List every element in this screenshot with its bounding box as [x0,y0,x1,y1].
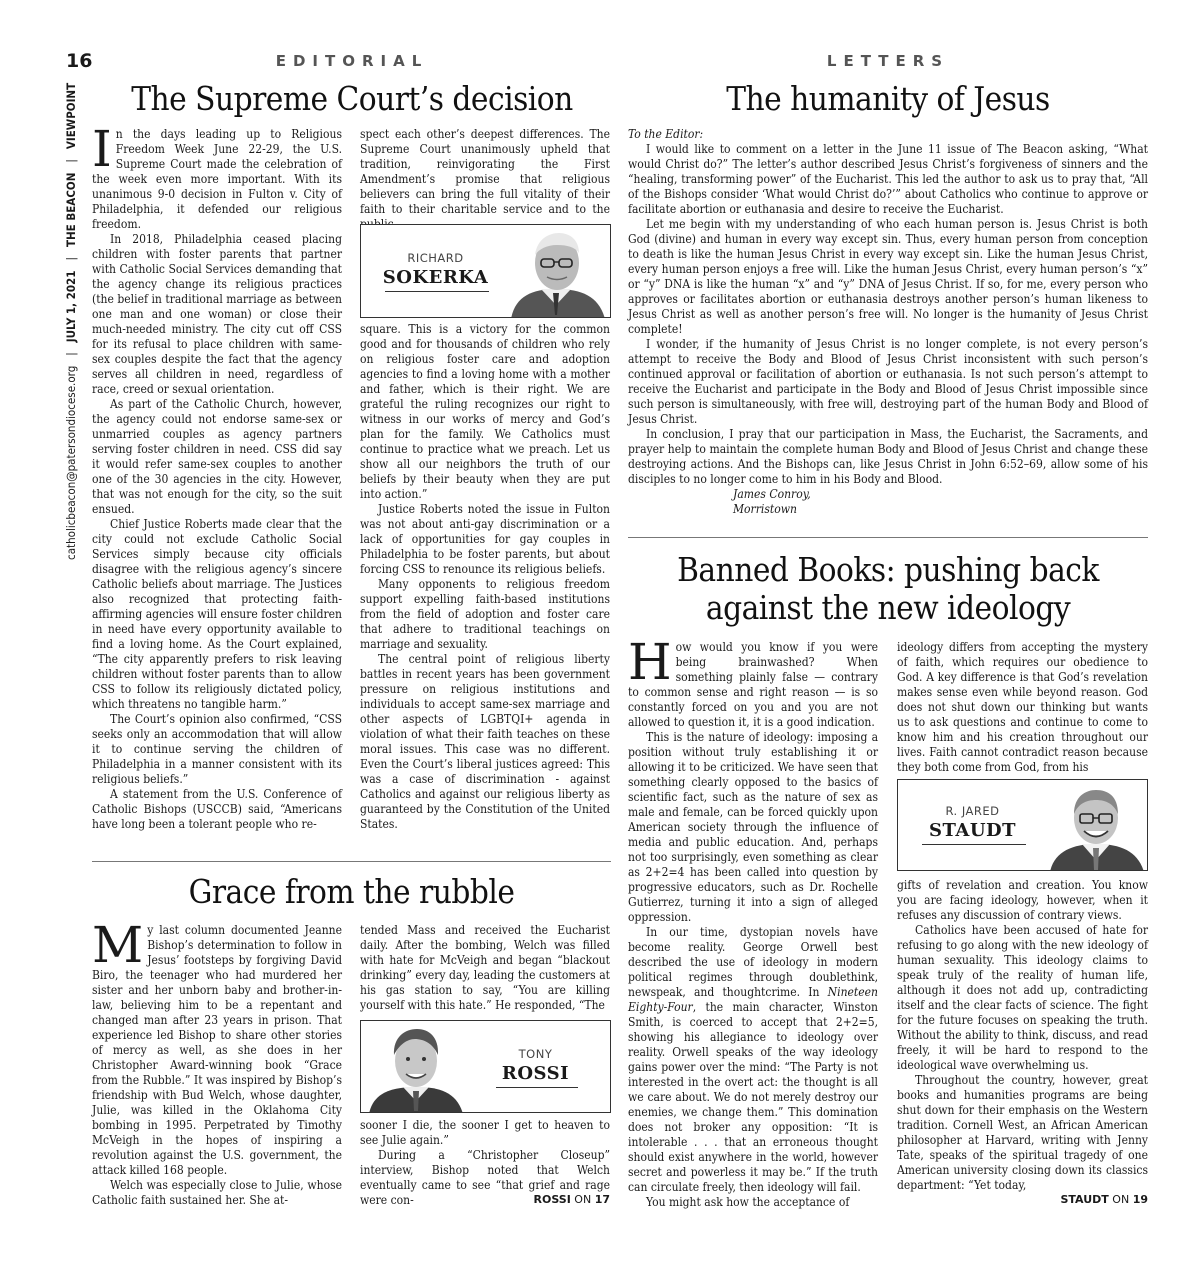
staudt-para: Throughout the country, however, great books and humanities programs are being shut down for their emphasis on the Western tradition. Cornell West, an African American philosopher at Harvard, writing with Jenny Tate, speaks of the spiritual tragedy of one American university closing down its classics department: “Yet today, [897,1073,1148,1192]
editorial-para: Justice Roberts noted the issue in Fulton was not about anti-gay discrimination or a lack of opportunities for gay couples in Philadelphia to be foster parents, but about forcing CSS to renounce its religious beliefs. [360,502,610,576]
rossi-para: During a “Christopher Closeup” interview, Bishop noted that Welch eventually came to see “that grief and rage were con- [360,1148,610,1207]
jump-page: 17 [594,1193,610,1206]
editorial-para: The Court’s opinion also confirmed, “CSS seeks only an accommodation that will allow it to continue serving the children of Philadelphia in a manner consistent with its religious beliefs.” [92,712,342,786]
page-number: 16 [66,50,93,72]
rossi-column-1 [92,916,342,1208]
letters-divider [628,537,1148,538]
folio-date: JULY 1, 2021 [64,270,78,343]
letters-column [628,127,1148,517]
editorial-headline: The Supreme Court’s decision [131,79,573,118]
staudt-para: You might ask how the acceptance of [646,1195,850,1209]
letter-signature-town: Morristown [733,502,797,516]
editorial-column-2-top [360,127,610,232]
editorial-para: A statement from the U.S. Conference of Catholic Bishops (USCCB) said, “Americans have long been a tolerant people who re- [92,787,342,831]
byline-staudt [897,779,1148,871]
editorial-para: square. This is a victory for the common good and for thousands of children who rely on religious foster care and adoption agencies to find a loving home with a mother and father, which is their right. We are grateful the ruling recognizes our right to witness in our works of mercy and God’s plan for the family. We Catholics must continue to practice what we preach. Let us show all our neighbors the truth of our beliefs by their beauty when they are put into action.” [360,322,610,501]
staudt-para: This is the nature of ideology: imposing a position without truly establishing it or allowing it to be criticized. We have seen that something clearly opposed to the basics of scientific fact, such as the nature of sex as male and female, can be forced quickly upon American society through the influence of media and public education. And, perhaps not too surprisingly, even something as clear as 2+2=4 has been called into question by progressive educators, such as Dr. Rochelle Gutierrez, turning it into a sign of alleged oppression. [628,730,878,924]
jump-name: STAUDT [1060,1193,1109,1206]
editorial-para: In the days leading up to Religious Freedom Week June 22-29, the U.S. Supreme Court made the celebration of the week even more important. With its unanimous 9-0 decision in Fulton v. City of Philadelphia, it defended our religious freedom. [92,120,342,231]
folio-section: VIEWPOINT [64,82,78,150]
staudt-jump-line: STAUDT ON 19 [1060,1193,1148,1206]
letter-signature-name: James Conroy, [733,487,811,501]
editorial-para: Many opponents to religious freedom support expelling faith-based institutions from the field of adoption and foster care that adhere to traditional teachings on marriage and sexuality. [360,577,610,651]
byline-underline [496,1087,578,1088]
folio-paper: THE BEACON [64,172,78,248]
letter-para: In conclusion, I pray that our participation in Mass, the Eucharist, the Sacraments, and prayer help to maintain the complete human Body and Blood of Jesus Christ and change these destroying actions. And the Bishops can, like Jesus Christ in John 6:52–69, allow some of his disciples to no longer come to him in his Body and Blood. [628,427,1148,486]
sokerka-photo-icon [501,225,611,318]
byline-last-name: STAUDT [928,820,1017,841]
staudt-column-2-top [897,640,1148,775]
editorial-dropcap: I [92,120,112,178]
byline-last-name: ROSSI [501,1063,570,1084]
rossi-headline: Grace from the rubble [188,872,515,911]
byline-first-name: TONY [518,1047,553,1061]
byline-first-name: RICHARD [407,251,464,265]
rossi-dropcap: M [92,916,144,974]
rossi-para: tended Mass and received the Eucharist daily. After the bombing, Welch was filled with hate for McVeigh and began “blackout drinking” every day, leading the customers at his gas station to say, “You are killing yourself with this hate.” He responded, “The [360,923,610,1012]
rossi-column-2-top [360,923,610,1013]
staudt-para: How would you know if you were being brainwashed? When something plainly false — contrary to common sense and right reason — is so constantly forced on you and you are not allowed to question it, it is a good indication. [628,633,878,729]
book-title: Nineteen Eighty-Four [628,985,878,1014]
editorial-column-2-bottom [360,322,610,832]
rossi-para: sooner I die, the sooner I get to heaven to see Julie again.” [360,1118,610,1147]
letter-para: Let me begin with my understanding of who each human person is. Jesus Christ is both God (divine) and human in every way except sin. Thus, every human person from conception to death is like the human Jesus Christ in every way except sin. Like the human Jesus Christ, every human person enjoys a free will. Like the human Jesus Christ, every human person’s “x” or “y” DNA is like the human “x” and “y” DNA of Jesus Christ. If so, for me, every person who approves or facilitates abortion or euthanasia destroys another person’s human likeness to Jesus Christ as well as another person’s free will. No longer is the humanity of Jesus Christ complete! [628,217,1148,336]
byline-rossi [360,1020,611,1113]
staudt-headline-line-2: against the new ideology [705,588,1071,627]
staudt-para: In our time, dystopian novels have become reality. George Orwell best described the use of ideology in modern political regimes through doublethink, newspeak, and thoughtcrime. In Nineteen Eighty-Four, the main character, Winston Smith, is coerced to accept that 2+2=5, showing his allegiance to ideology over reality. Orwell speaks of the way ideology gains power over the mind: “The Party is not interested in the overt act: the thought is all we care about. We do not merely destroy our enemies, we change them.” This domination does not broker any opposition: “It is intolerable . . . that an erroneous thought should exist anywhere in the world, however secret and powerless it may be.” If the truth can circulate freely, then ideology will fail. [628,925,878,1194]
jump-name: ROSSI [533,1193,571,1206]
staudt-para: ideology differs from accepting the mystery of faith, which requires our obedience to God. A key difference is that God’s revelation makes sense even while beyond reason. God does not shut down our thinking but wants us to ask questions and continue to come to know him and his creation throughout our lives. Faith cannot contradict reason because they both come from God, from his [897,640,1148,774]
editorial-column-1 [92,120,342,832]
editorial-section-label: EDITORIAL [275,52,429,70]
byline-sokerka [360,224,611,318]
editorial-para: spect each other’s deepest differences. The Supreme Court unanimously upheld that tradition, reinvigorating the First Amendment’s promise that religious believers can bring the full vitality of their faith to their charitable service and to the [360,127,610,216]
editorial-para: As part of the Catholic Church, however, the agency could not endorse same-sex or unmarried couples as agency partners serving foster children in need. CSS did say it would refer same-sex couples to another one of the 30 agencies in the city. However, that was not enough for the city, so the suit ensued. [92,397,342,516]
letter-para: I wonder, if the humanity of Jesus Christ is no longer complete, is not every person’s attempt to receive the Body and Blood of Jesus Christ inconsistent with such person’s continued approval or facilitation of abortion or euthanasia. Is not such person’s attempt to receive the Eucharist and participate in the Body and Blood of Jesus Christ impossible since such person is simultaneously, with free will, destroying part of the human Body and Blood of Jesus Christ. [628,337,1148,426]
rossi-jump-line: ROSSI ON 17 [533,1193,610,1206]
editorial-para: The central point of religious liberty battles in recent years has been government pressure on religious institutions and individuals to accept same-sex marriage and other aspects of LGBTQI+ agenda in violation of what their faith teaches on these moral issues. This case was no different. Even the Court’s liberal justices agreed: This was a case of discrimination - against Catholics and against our religious liberty as guaranteed by the Constitution of the United States. [360,652,610,831]
staudt-photo-icon [1044,780,1148,871]
byline-first-name: R. JARED [945,804,1000,818]
letter-para: I would like to comment on a letter in the June 11 issue of The Beacon asking, “What would Christ do?” The letter’s author described Jesus Christ’s forgiveness of sinners and the “healing, transforming power” of the Eucharist. This led the author to ask us to pray that, “All of the Bishops consider ‘What would Christ do?’” about Catholics who continue to approve or facilitate abortion or euthanasia and desire to receive the Eucharist. [628,142,1148,216]
letters-section-label: LETTERS [826,52,950,70]
staudt-para: Catholics have been accused of hate for refusing to go along with the new ideology of human sexuality. This ideology claims to speak truly of the reality of human life, although it does not add up, contradicting itself and the clear facts of science. The fight for the future focuses on speaking the truth. Without the ability to think, discuss, and read freely, it will be hard to respond to the ideological wave overwhelming us. [897,923,1148,1072]
editorial-divider [92,861,611,862]
byline-last-name: SOKERKA [382,267,489,288]
rossi-para: My last column documented Jeanne Bishop’s determination to follow in Jesus’ footsteps by forgiving David Biro, the teenager who had murdered her sister and her unborn baby and brother-in-law, believing him to be a repentant and changed man after 23 years in prison. That experience led Bishop to share other stories of mercy as well, as she does in her Christopher Award-winning book “Grace from the Rubble.” It was inspired by Bishop’s friendship with Bud Welch, whose daughter, Julie, was killed in the Oklahoma City bombing in 1995. Perpetrated by Timothy McVeigh in the hopes of inspiring a revolution against the U.S. government, the attack killed 168 people. [92,916,342,1177]
staudt-headline-line-1: Banned Books: pushing back [677,550,1099,589]
letters-headline: The humanity of Jesus [726,79,1050,118]
jump-page: 19 [1132,1193,1148,1206]
folio-site: catholicbeacon@patersondiocese.org [64,365,78,560]
byline-underline [922,844,1026,845]
staudt-headline [628,551,1148,627]
letter-salutation: To the Editor: [628,127,704,141]
staudt-para: gifts of revelation and creation. You know you are facing ideology, however, when it refuses any discussion of contrary views. [897,878,1148,922]
editorial-para: Chief Justice Roberts made clear that the city could not exclude Catholic Social Services simply because city officials disagree with the religious agency’s sincere Catholic beliefs about marriage. The Justices also recognized that protecting faith-affirming agencies will ensure foster children in need have every opportunity available to find a loving home. As the Court explained, “The city apparently prefers to risk leaving children without foster parents than to allow CSS to follow its religiously dictated policy, which threatens no tangible harm.” [92,517,342,711]
editorial-para: In 2018, Philadelphia ceased placing children with foster parents that partner with Catholic Social Services demanding that the agency change its religious practices (the belief in traditional marriage as between one man and one woman) or close their much-needed ministry. The city cut off CSS for its refusal to place children with same-sex couples despite the fact that the agency serves all children in need, regardless of race, creed or sexual orientation. [92,232,342,396]
staudt-column-1 [628,633,878,1210]
staudt-dropcap: H [628,633,672,691]
rossi-para: Welch was especially close to Julie, whose Catholic faith sustained her. She at- [92,1178,342,1207]
vertical-folio: catholicbeacon@patersondiocese.org | JULY 1, 2021 | THE BEACON | VIEWPOINT [64,82,78,560]
byline-underline [385,291,489,292]
staudt-column-2-bottom [897,878,1148,1193]
